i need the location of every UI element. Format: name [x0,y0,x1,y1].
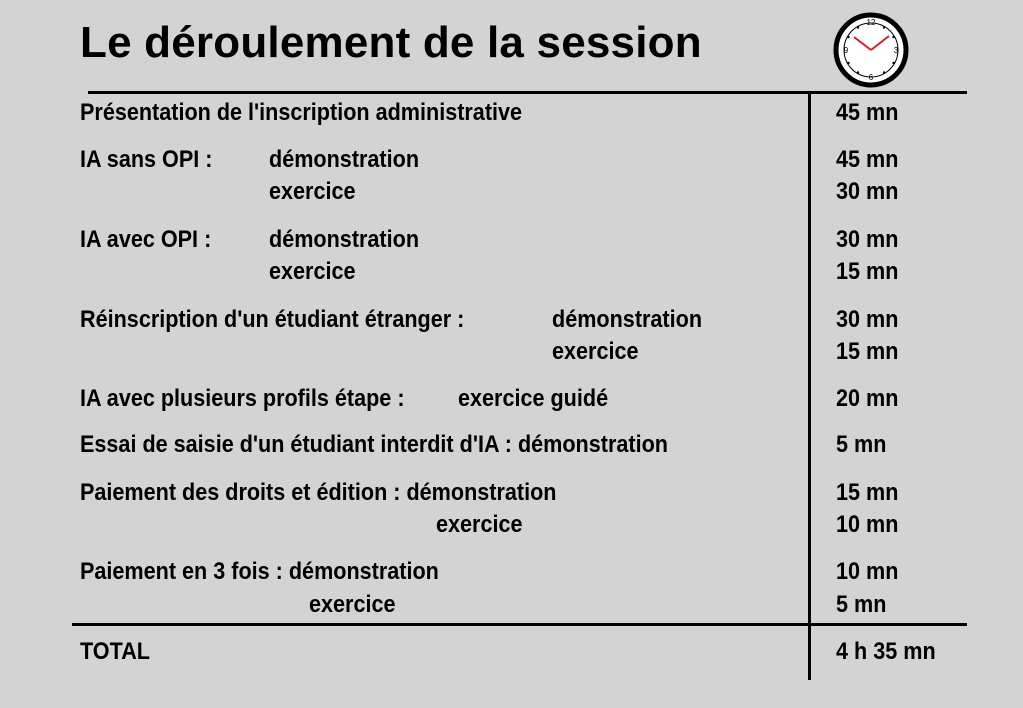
row-1-duration-1: 45 mn [836,146,899,173]
row-5-duration: 5 mn [836,431,887,458]
row-3-duration-1: 30 mn [836,306,899,333]
total-separator [72,623,967,626]
row-6-duration-2: 10 mn [836,511,899,538]
row-6-item-2: exercice [436,511,523,538]
row-3-item-2: exercice [552,338,639,365]
row-1-label: IA sans OPI : [80,146,213,173]
page-title: Le déroulement de la session [80,18,702,67]
clock-icon [833,12,909,88]
row-5-label: Essai de saisie d'un étudiant interdit d'IA : démonstration [80,431,668,458]
row-0-label: Présentation de l'inscription administrative [80,99,523,126]
row-2-duration-2: 15 mn [836,258,899,285]
clock-number-3: 3 [893,46,899,55]
row-7-label: Paiement en 3 fois : démonstration [80,558,439,585]
row-2-label: IA avec OPI : [80,226,212,253]
row-4-duration-1: 20 mn [836,385,899,412]
row-7-duration-1: 10 mn [836,558,899,585]
total-label: TOTAL [80,638,150,665]
title-underline [88,91,967,94]
row-7-duration-2: 5 mn [836,591,887,618]
row-0-duration: 45 mn [836,99,899,126]
column-divider [808,94,811,680]
row-6-label: Paiement des droits et édition : démonstration [80,479,557,506]
total-value: 4 h 35 mn [836,638,936,665]
row-6-duration-1: 15 mn [836,479,899,506]
row-4-label: IA avec plusieurs profils étape : [80,385,405,412]
row-3-item-1: démonstration [552,306,703,333]
row-1-duration-2: 30 mn [836,178,899,205]
clock-number-6: 6 [868,73,874,82]
row-1-item-1: démonstration [269,146,420,173]
clock-number-9: 9 [843,46,849,55]
row-2-item-2: exercice [269,258,356,285]
row-4-item-1: exercice guidé [458,385,609,412]
row-2-item-1: démonstration [269,226,420,253]
row-1-item-2: exercice [269,178,356,205]
row-7-item-2: exercice [309,591,396,618]
row-3-label: Réinscription d'un étudiant étranger : [80,306,465,333]
row-3-duration-2: 15 mn [836,338,899,365]
clock-number-12: 12 [866,18,876,27]
row-2-duration-1: 30 mn [836,226,899,253]
